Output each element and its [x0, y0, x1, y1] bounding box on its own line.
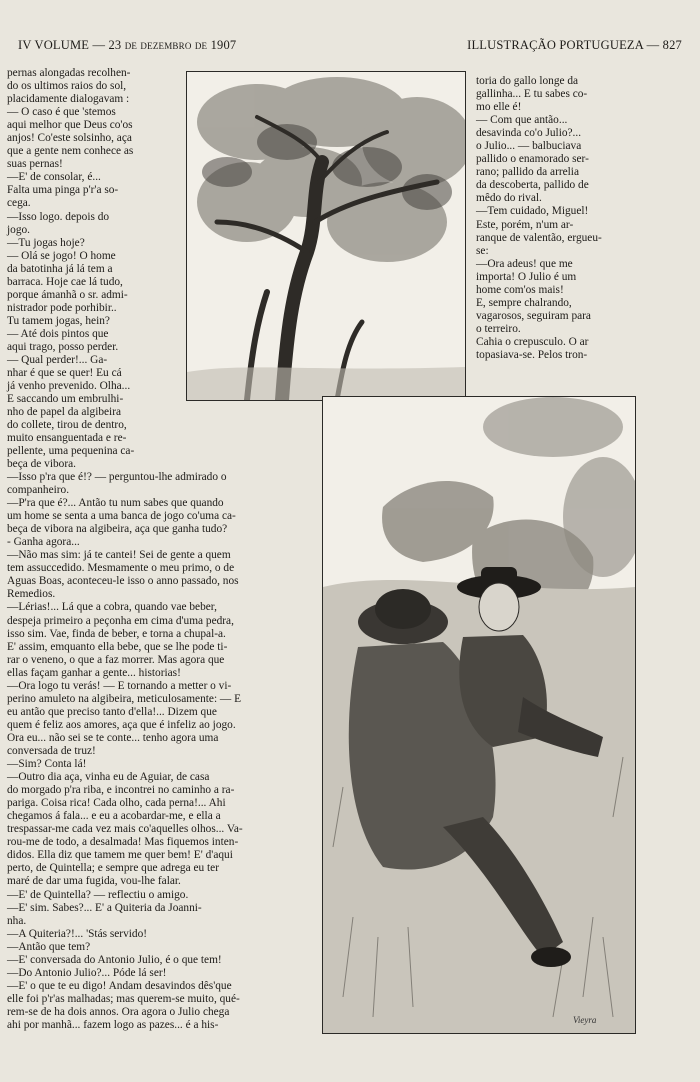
text-line: despeja primeiro a peçonha em cima d'uma pedra,	[7, 614, 234, 627]
text-line: companheiro.	[7, 484, 70, 497]
text-line: —Antão que tem?	[7, 940, 91, 953]
two-men-drawing	[323, 397, 635, 1033]
text-line: —Ora logo tu verás! — E tornando a metter o vi-	[7, 679, 232, 692]
text-line: porque ámanhã o sr. admi-	[7, 288, 128, 301]
text-line: pallido o enamorado ser-	[476, 153, 589, 166]
text-line: E saccando um embrulhi-	[7, 393, 124, 406]
text-line: rar o veneno, o que a faz morrer. Mas agora que	[7, 653, 225, 666]
text-line: aqui trago, posso perder.	[7, 340, 119, 353]
text-line: da descoberta, pallido de	[476, 179, 589, 192]
text-line: —A Quiteria?!... 'Stás servido!	[7, 927, 148, 940]
text-line: pernas alongadas recolhen-	[7, 67, 131, 79]
text-line: aqui melhor que Deus co'os	[7, 119, 133, 132]
text-line: —E' de Quintella? — reflectiu o amigo.	[7, 888, 189, 901]
tree-illustration	[186, 71, 466, 401]
text-column-right-upper	[476, 75, 646, 362]
text-line: ranque de valentão, ergueu-	[476, 231, 602, 244]
text-line: — Olá se jogo! O home	[7, 249, 116, 262]
text-line: do collete, tirou de dentro,	[7, 419, 127, 432]
text-line: —Isso logo. depois do	[7, 210, 110, 223]
text-column-left-upper	[7, 67, 173, 471]
text-line: mo elle é!	[476, 101, 522, 114]
text-line: conversada de truz!	[7, 744, 96, 757]
text-line: Este, porém, n'um ar-	[476, 218, 574, 231]
text-line: E, sempre chalrando,	[476, 296, 572, 309]
text-line: — Com que antão...	[476, 114, 568, 127]
text-line: anjos! Co'este solsinho, aça	[7, 132, 132, 145]
text-column-lower	[7, 471, 307, 1032]
text-line: isso sim. Vae, finda de beber, e torna a chupal-a.	[7, 627, 226, 640]
text-line: - Ganha agora...	[7, 536, 80, 549]
text-line: trespassar-me cada vez mais co'aquelles olhos... Va-	[7, 823, 243, 836]
text-line: Falta uma pinga p'r'a so-	[7, 184, 119, 197]
text-line: rano; pallido da arrelia	[476, 166, 579, 179]
text-line: ahi por manhã... fazem logo as pazes... é a his-	[7, 1018, 219, 1031]
text-line: tem assuccedido. Mesmamente o meu primo, o de	[7, 562, 235, 575]
text-line: pariga. Coisa rica! Cada olho, cada perna!... Ahi	[7, 797, 226, 810]
text-line: — O caso é que 'stemos	[7, 106, 116, 119]
text-line: já venho prevenido. Olha...	[7, 380, 131, 393]
text-line: beça de vibora na algibeira, aça que ganha tudo?	[7, 523, 228, 536]
text-line: suas pernas!	[7, 158, 63, 171]
text-line: —Isso p'ra que é!? — perguntou-lhe admirado o	[7, 471, 227, 483]
text-line: —Lérias!... Lá que a cobra, quando vae beber,	[7, 601, 217, 614]
text-line: —E' conversada do Antonio Julio, é o que tem!	[7, 953, 222, 966]
text-line: elle foi p'r'as malhadas; mas querem-se muito, qué-	[7, 992, 240, 1005]
text-line: —Ora adeus! que me	[476, 257, 573, 270]
text-line: Aguas Boas, aconteceu-le isso o anno passado, nos	[7, 575, 239, 588]
text-line: do morgado p'ra riba, e incontrei no caminho a ra-	[7, 784, 235, 797]
text-line: chegamos á fala... e eu a acobardar-me, e ella a	[7, 810, 221, 823]
text-line: eu antão que preciso tanto d'ella!... Dizem que	[7, 705, 217, 718]
tree-drawing	[187, 72, 465, 400]
text-line: home com'os mais!	[476, 283, 564, 296]
text-line: muito ensanguentada e re-	[7, 432, 127, 445]
text-line: ellas façam ganhar a gente... historias!	[7, 666, 181, 679]
text-line: — Qual perder!... Ga-	[7, 354, 108, 367]
text-line: nho de papel da algibeira	[7, 406, 122, 419]
page-header	[18, 34, 682, 56]
text-line: mêdo do rival.	[476, 192, 542, 205]
text-line: —E' sim. Sabes?... E' a Quiteria da Joanni-	[7, 901, 202, 914]
text-line: —P'ra que é?... Antão tu num sabes que quando	[7, 497, 224, 510]
text-line: E' assim, emquanto ella bebe, que se lhe pode ti-	[7, 640, 228, 653]
text-line: Ora eu... não sei se te conte... tenho agora uma	[7, 731, 219, 744]
text-line: —Não mas sim: já te cantei! Sei de gente a quem	[7, 549, 231, 562]
text-line: nhar é que se quer! Eu cá	[7, 367, 122, 380]
text-line: didos. Ella diz que tamem me quer bem! E' d'aqui	[7, 849, 233, 862]
text-line: maré de dar uma fugida, vou-lhe falar.	[7, 875, 181, 888]
text-line: se:	[476, 244, 489, 257]
two-men-seated-illustration	[322, 396, 636, 1034]
text-line: Cahia o crepusculo. O ar	[476, 335, 589, 348]
text-line: o terreiro.	[476, 322, 521, 335]
text-line: placidamente dialogavam :	[7, 93, 130, 106]
text-line: —E' de consolar, é...	[7, 171, 101, 184]
text-line: rou-me de todo, a desalmada! Mas fiquemos inten-	[7, 836, 239, 849]
text-line: Tu tamem jogas, hein?	[7, 314, 110, 327]
text-line: o Julio... — balbuciava	[476, 140, 582, 153]
text-line: vagarosos, seguiram para	[476, 309, 591, 322]
text-line: um home se senta a uma banca de jogo co'uma ca-	[7, 510, 236, 523]
magazine-title-page-number: ILLUSTRAÇÃO PORTUGUEZA — 827	[467, 38, 682, 52]
text-line: importa! O Julio é um	[476, 270, 577, 283]
text-line: topasiava-se. Pelos tron-	[476, 348, 588, 361]
text-line: barraca. Hoje cae lá tudo,	[7, 275, 123, 288]
text-line: perino amuleto na algibeira, meticulosamente: — E	[7, 692, 242, 705]
text-line: —E' o que te eu digo! Andam desavindos dês'que	[7, 979, 232, 992]
text-line: quem é feliz aos amores, aça que é infeliz ao jogo.	[7, 718, 236, 731]
text-line: do os ultimos raios do sol,	[7, 80, 127, 93]
text-line: rem-se de ha dois annos. Ora agora o Julio chega	[7, 1005, 230, 1018]
text-line: toria do gallo longe da	[476, 75, 579, 87]
text-line: nha.	[7, 914, 27, 927]
text-line: desavinda co'o Julio?...	[476, 127, 582, 140]
text-line: jogo.	[7, 223, 31, 236]
text-line: —Tu jogas hoje?	[7, 236, 85, 249]
text-line: —Do Antonio Julio?... Póde lá ser!	[7, 966, 167, 979]
text-line: —Outro dia aça, vinha eu de Aguiar, de casa	[7, 771, 210, 784]
text-line: —Sim? Conta lá!	[7, 758, 87, 771]
text-line: perto, de Quintella; e sempre que adrega eu ter	[7, 862, 219, 875]
text-line: cega.	[7, 197, 31, 210]
artist-signature: Vieyra	[573, 1015, 597, 1025]
text-line: nistrador pode porhibir..	[7, 301, 117, 314]
volume-date: IV VOLUME — 23 de dezembro de 1907	[18, 38, 237, 52]
text-line: pellente, uma pequenina ca-	[7, 445, 135, 458]
text-line: que a gente nem conhece as	[7, 145, 134, 158]
text-line: Remedios.	[7, 588, 56, 601]
text-line: gallinha... E tu sabes co-	[476, 88, 588, 101]
text-line: — Até dois pintos que	[7, 327, 109, 340]
text-line: beça de vibora.	[7, 458, 76, 471]
text-line: —Tem cuidado, Miguel!	[476, 205, 589, 218]
text-line: da batotinha já lá tem a	[7, 262, 113, 275]
